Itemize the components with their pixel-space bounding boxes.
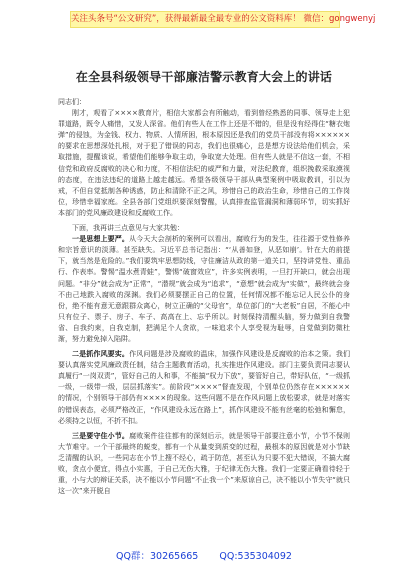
promo-banner[interactable]: 关注头条号“公文研究”，获得最新最全最专业的公文资料库！ 微信：gongwenyj	[70, 11, 340, 28]
section-heading: 三是要守住小节。	[72, 431, 130, 440]
salutation: 同志们：	[58, 98, 86, 106]
qq-number: QQ:535304092	[219, 551, 292, 562]
section-paragraph	[58, 349, 350, 427]
paragraph: 下面，我再讲三点意见与大家共勉：	[72, 224, 184, 233]
qq-group-number: QQ群：30265665	[116, 551, 199, 562]
document-body	[58, 97, 350, 497]
section-heading: 二是抓作风要实。	[72, 350, 130, 359]
section-paragraph	[58, 234, 350, 345]
paragraph: 刚才，观看了××××教育片，相信大家都会有所触动，看到曾经熟悉的同事、领导走上犯罪道路，既令人痛惜，又发人深省。他们有些人在工作上还是不错的，但是没有经得住“糖衣炮弹”的侵蚀，为金钱、权力、物质、人情所困，根本原因还是我们的党员干部没有将××××××的要求在思想深处扎根，对于犯了错误的同志，我们也很痛心，总是想方设法给他们机会，采取措施，提醒该说，希望他们能够争取主动，争取宽大处理。但有些人就是不信这一套，不相信党和政府反腐败的决心和力度，不相信法纪的威严和力量，对法纪教育，组织挽救采取漠视的态度，在违法违纪的道路上越走越远。希望各级领导干部从典型案例中吸取教训，引以为戒，不但自觉抵制各种诱惑，防止和清除不正之风，珍惜自己的政治生命，珍惜自己的工作岗位，珍惜幸福家庭。全县各部门党组织要深刻警醒，认真排查监管漏洞和薄弱环节，切实抓好本部门的党风廉政建设和反腐败工作。	[58, 109, 350, 217]
section-paragraph	[58, 431, 350, 498]
contact-footer	[0, 548, 408, 562]
document-title: 在全县科级领导干部廉洁警示教育大会上的讲话	[75, 70, 333, 84]
section-text: 从今天大会剖析的案例可以看出，腐败行为的发生，往往源于党性修养和宗旨意识的淡薄。甚至缺失。习近平总书记指出：“‘从善如登，从恶如崩’。针在大的前提下，就当然是危险的。”我们要筑牢思想防线，守住廉洁从政的第一道关口，坚持讲党性、重品行、作表率。警惕“温水煮青蛙”，警惕“破窗效应”，许多实例表明，一旦打开缺口，就会出现问题。“非分”就会成为“正常”，“潜规”就会成为“追求”，“意想”就会成为“实做”，最终就会身不由己地跌入腐败的深渊。我们必须要摆正自己的位置，任何情况都不能忘记人民公仆的身份，绝不能有意无意跟群众离心，树立正确的“父母官”，单位部门的“大老板”自居，不能心中只有位子、票子、房子、车子、高高在上、忘乎所以。时刻保持清醒头脑，努力做到自我警省、自我约束，自我克制，把满足个人贪欲，一味追求个人享受视为耻辱，自觉做到防微杜渐，努力避免掉入陷阱。	[58, 235, 351, 343]
section-text: 作风问题是涉及腐败的温床，加强作风建设是反腐败的治本之策。我们要认真落实党风廉政责任制，结合主题教育活动，扎实推进作风建设。部门主要负责同志要认真履行“一岗双责”，管好自己的人和事，不能搞“权力下放”，要管好自己，带好队伍，“一级抓一级，一级带一级，层层抓落实”。前阶段“××××”督查发现，个别单位仍然存在××××××的情况，个别领导干部仍有××××的现象。这些问题不是在作风问题上放松要求，就是对落实的错误表态，必须严格改正，“作风建设永远在路上”，抓作风建设不能有丝毫的松弛和懈怠，必须持之以恒，不折不扣。	[58, 350, 351, 425]
section-heading: 一是思想上要严。	[72, 235, 130, 244]
section-text: 腐败案件往往都有的深刻后示，就是领导干部要注意小节，小节不保则大节难守。一个干部最终的蜕变，都有一个从量变到质变的过程，最根本的原因就是对小节缺乏清醒的认识，一些同志在小节上搜不经心，疏于防范，甚至认为只要不犯大错误，不搞大腐败，贪点小便宜，得点小实惠，于自己无伤大雅，于纪律无伤大雅。我们一定要正确看待轻于重，小与大的辩证关系，决不能以小节问题“不止我一个”来原谅自己，决不能以小节失守“就只这一次”来开脱自	[58, 431, 351, 496]
